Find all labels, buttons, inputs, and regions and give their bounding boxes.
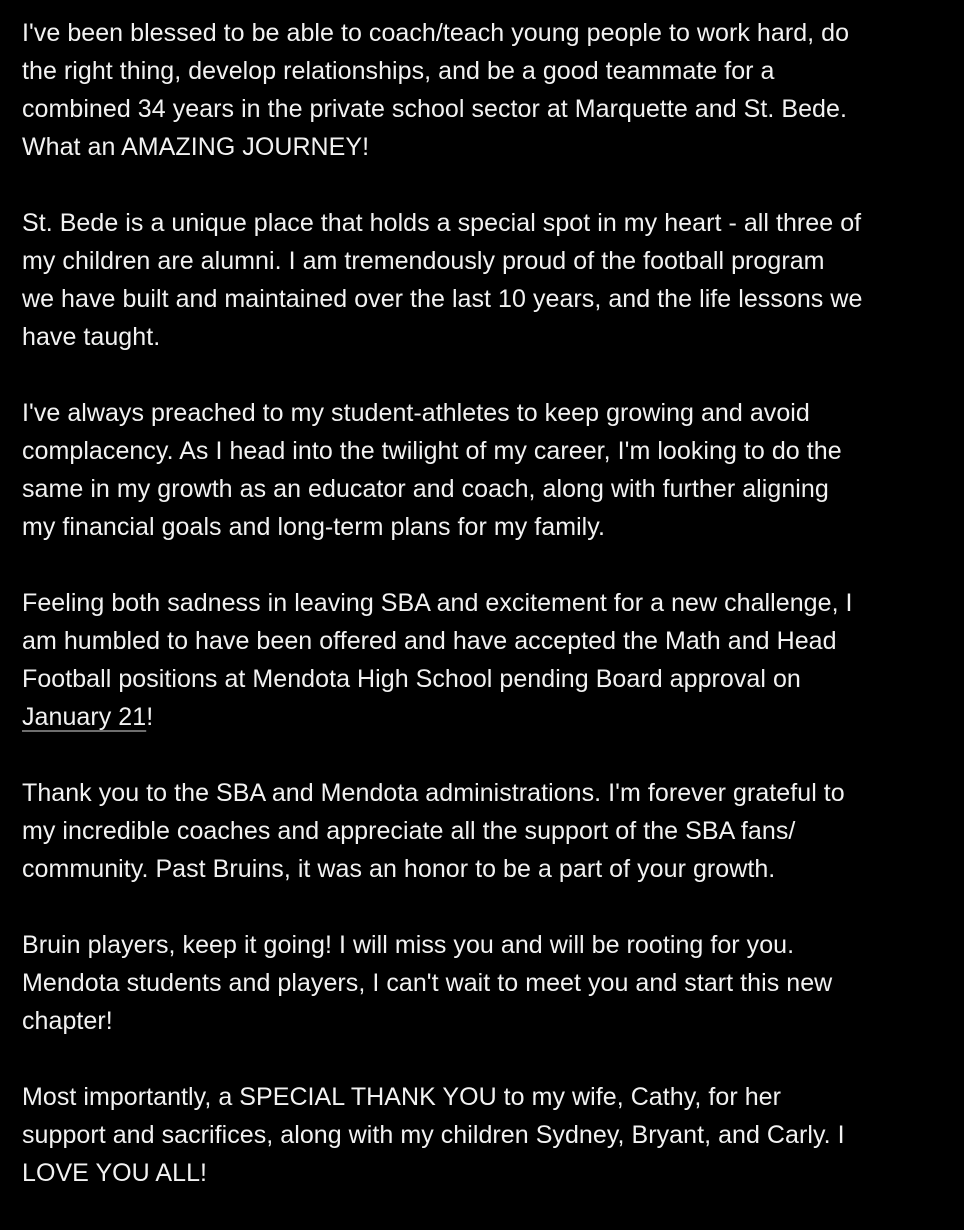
paragraph-intro (22, 14, 952, 166)
text-line: Football positions at Mendota High School pending Board approval on (22, 665, 801, 693)
text-line: Thank you to the SBA and Mendota administrations. I'm forever grateful to (22, 779, 845, 807)
text-line: LOVE YOU ALL! (22, 1159, 208, 1187)
text-line: I've been blessed to be able to coach/teach young people to work hard, do (22, 19, 850, 47)
text-line: combined 34 years in the private school sector at Marquette and St. Bede. (22, 95, 847, 123)
text-line (22, 698, 952, 736)
text-line: Mendota students and players, I can't wait to meet you and start this new (22, 969, 833, 997)
text-line: Most importantly, a SPECIAL THANK YOU to my wife, Cathy, for her (22, 1083, 781, 1111)
text-line: my financial goals and long-term plans for my family. (22, 513, 605, 541)
text-line: same in my growth as an educator and coach, along with further aligning (22, 475, 829, 503)
text-line: the right thing, develop relationships, and be a good teammate for a (22, 57, 775, 85)
date-link[interactable]: January 21 (22, 703, 147, 731)
paragraph-players (22, 926, 952, 1040)
text-line: community. Past Bruins, it was an honor to be a part of your growth. (22, 855, 776, 883)
text-line: chapter! (22, 1007, 113, 1035)
announcement-note (22, 14, 952, 1230)
text-line: What an AMAZING JOURNEY! (22, 133, 370, 161)
date-suffix: ! (146, 703, 154, 731)
text-line: Bruin players, keep it going! I will miss you and will be rooting for you. (22, 931, 795, 959)
paragraph-family (22, 1078, 952, 1192)
text-line: complacency. As I head into the twilight of my career, I'm looking to do the (22, 437, 842, 465)
text-line: my incredible coaches and appreciate all the support of the SBA fans/ (22, 817, 796, 845)
text-line: St. Bede is a unique place that holds a special spot in my heart - all three of (22, 209, 862, 237)
text-line: we have built and maintained over the last 10 years, and the life lessons we (22, 285, 863, 313)
text-line: Feeling both sadness in leaving SBA and excitement for a new challenge, I (22, 589, 853, 617)
text-line: am humbled to have been offered and have accepted the Math and Head (22, 627, 837, 655)
text-line: my children are alumni. I am tremendously proud of the football program (22, 247, 825, 275)
paragraph-new-position (22, 584, 952, 736)
text-line: have taught. (22, 323, 161, 351)
paragraph-growth (22, 394, 952, 546)
paragraph-st-bede (22, 204, 952, 356)
paragraph-thanks (22, 774, 952, 888)
text-line: support and sacrifices, along with my children Sydney, Bryant, and Carly. I (22, 1121, 845, 1149)
text-line: I've always preached to my student-athletes to keep growing and avoid (22, 399, 810, 427)
